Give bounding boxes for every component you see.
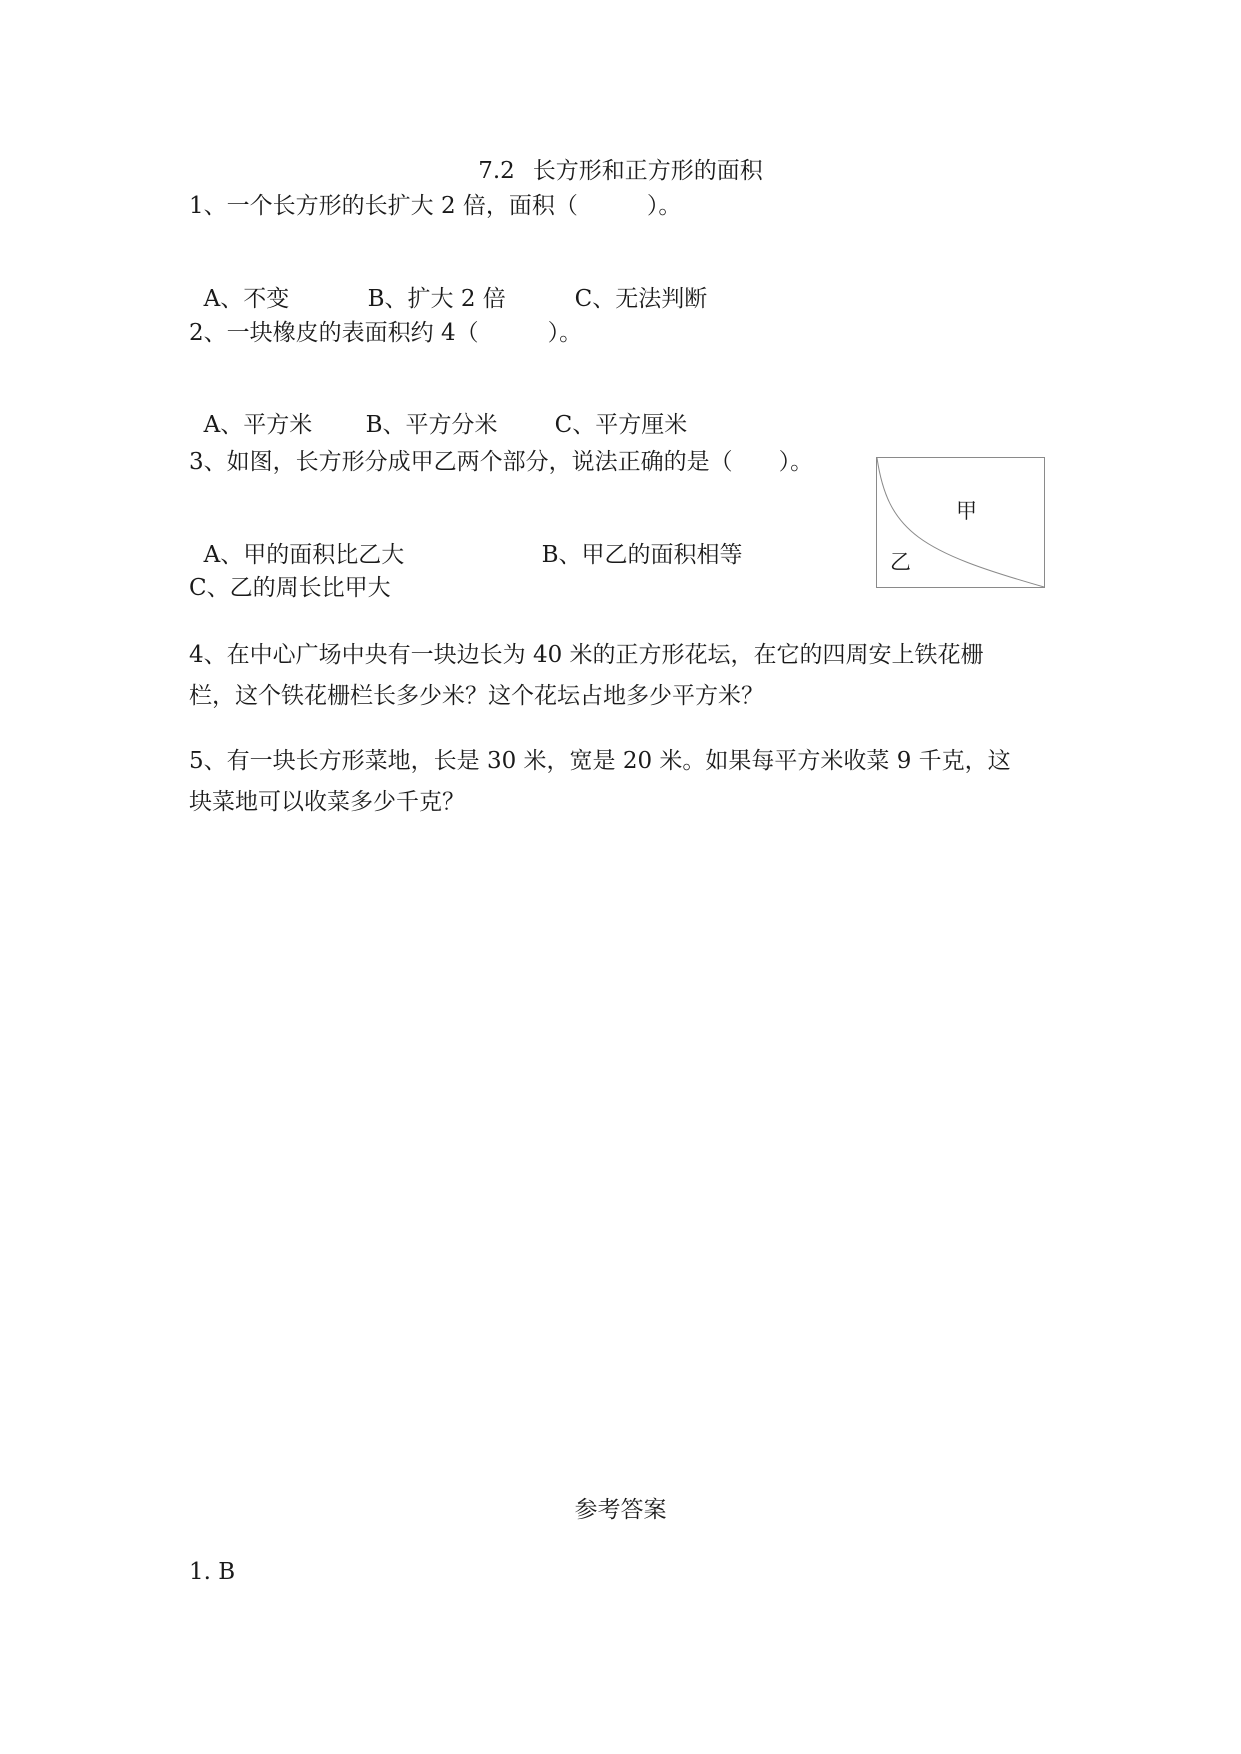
q2-option-a: A、平方米 [203, 412, 313, 438]
region-label-jia: 甲 [956, 499, 977, 523]
question-2-options [189, 380, 687, 440]
question-4-line-1: 4、在中心广场中央有一块边长为 40 米的正方形花坛，在它的四周安上铁花栅 [189, 642, 984, 668]
answer-1: 1. B [189, 1559, 236, 1585]
rectangle-diagram [876, 457, 1045, 588]
answers-heading: 参考答案 [574, 1497, 667, 1523]
q2-option-b: B、平方分米 [365, 412, 498, 438]
section-title: 长方形和正方形的面积 [532, 158, 763, 184]
region-label-yi: 乙 [890, 550, 911, 574]
page-title [0, 156, 1241, 186]
question-5-line-2: 块菜地可以收菜多少千克？ [189, 789, 465, 815]
question-3-options-row-1 [189, 510, 743, 570]
q3-option-a: A、甲的面积比乙大 [203, 542, 405, 568]
question-5-line-1: 5、有一块长方形菜地，长是 30 米，宽是 20 米。如果每平方米收菜 9 千克，这 [189, 748, 1011, 774]
q3-option-b: B、甲乙的面积相等 [541, 542, 743, 568]
q1-option-b: B、扩大 2 倍 [367, 286, 506, 312]
q3-option-c: C、乙的周长比甲大 [189, 575, 391, 601]
section-number: 7.2 [478, 158, 515, 184]
question-3-stem: 3、如图，长方形分成甲乙两个部分，说法正确的是（ ）。 [189, 449, 814, 475]
question-2-stem: 2、一块橡皮的表面积约 4（ ）。 [189, 320, 583, 346]
question-1-stem: 1、一个长方形的长扩大 2 倍，面积（ ）。 [189, 193, 682, 219]
question-1-options [189, 254, 707, 314]
question-4-line-2: 栏，这个铁花栅栏长多少米？这个花坛占地多少平方米？ [189, 683, 764, 709]
q1-option-a: A、不变 [203, 286, 290, 312]
q1-option-c: C、无法判断 [574, 286, 708, 312]
q2-option-c: C、平方厘米 [554, 412, 688, 438]
